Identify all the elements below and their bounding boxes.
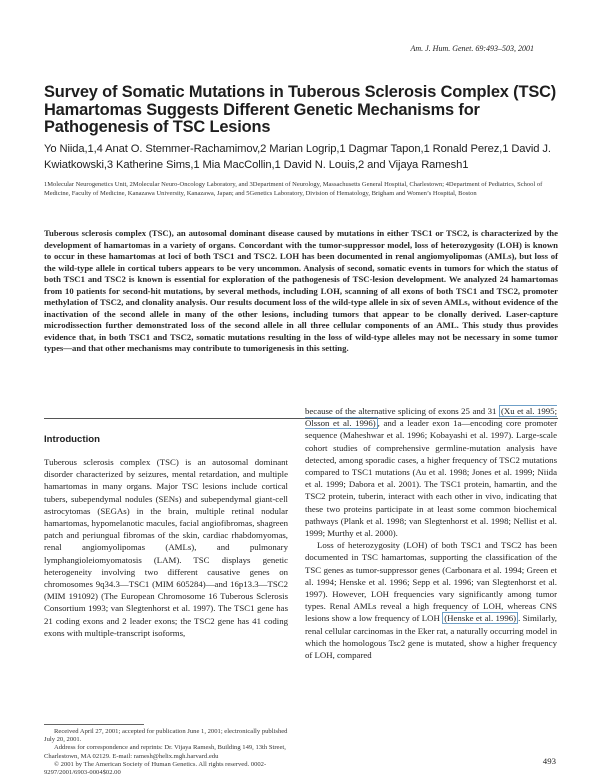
footnote-address: Address for correspondence and reprints: Dr. Vijaya Ramesh, Building 149, 13th Street, Charlestown, MA 02129. E-mail: ramesh@helix.mgh.harvard.edu [44,744,286,760]
text-fragment: Loss of heterozygosity (LOH) of both TSC1 and TSC2 has been documented in TSC hamartomas, supporting the classification of the TSC genes as tumor-suppressor genes (Carbonara et al. 1994; Green et al. 1994; Henske et al. 1996; Sepp et al. 1996; van Slegtenhorst et al. 1997). However, LOH frequencies vary significantly among tumor types. Renal AMLs reveal a high frequency of LOH, whereas CNS lesions show a low frequency of LOH [305,540,557,624]
page-number: 493 [542,756,556,766]
intro-paragraph-1: Tuberous sclerosis complex (TSC) is an autosomal dominant disorder characterized by seizures, mental retardation, and multiple hamartomas in many organs. Major TSC lesions include cortical tubers, subependymal nodules (SENs) and subependymal giant-cell astrocytomas (SEGAs) in the brain, multiple retinal nodular hamartomas, hypomelanotic macules, facial angiofibromas, shagreen patch and periungual fibromas of the skin, cardiac rhabdomyomas, renal angiomyolipomas (AMLs), and pulmonary lymphangioleiomyomatosis (LAM). TSC displays genetic heterogeneity involving two different causative genes on chromosomes 9q34.3—TSC1 (MIM 605284)—and 16p13.3—TSC2 (MIM 191092) (The European Chromosome 16 Tuberous Sclerosis Consortium 1993; van Slegtenhorst et al. 1997). The TSC1 gene has 21 coding exons and 2 leader exons; the TSC2 gene has 41 coding exons with multiple-transcript isoforms, [44,457,288,638]
intro-paragraph-1-cont [305,405,557,539]
column-right [305,405,557,661]
citation-link-henske[interactable]: (Henske et al. 1996) [444,613,517,624]
footnote-received: Received April 27, 2001; accepted for publication June 1, 2001; electronically published July 20, 2001. [44,728,288,744]
journal-reference: Am. J. Hum. Genet. 69:493–503, 2001 [410,44,534,53]
text-fragment: , and a leader exon 1a—encoding core promoter sequence (Maheshwar et al. 1996; Kobayashi et al. 1997). Large-scale cohort studies of comprehensive germline-mutation analysis have detected, among sporadic cases, a higher frequency of TSC2 mutations compared to TSC1 mutations (Au et al. 1998; Jones et al. 1999; Niida et al. 1999; Dabora et al. 2001). The TSC1 protein, hamartin, and the TSC2 protein, tuberin, interact with each other in vivo, indicating that these two proteins participate in at least some common biochemical pathways (Plank et al. 1998; van Slegtenhorst et al. 1998; Nellist et al. 1999; Murthy et al. 2000). [305,418,557,539]
affiliations: 1Molecular Neurogenetics Unit, 2Molecular Neuro-Oncology Laboratory, and 3Department of Neurology, Massachusetts General Hospital, Charlestown; 4Department of Pediatrics, School of Medicine, Faculty of Medicine, Kanazawa University, Kanazawa, Japan; and 5Genetics Laboratory, Division of Hematology, Brigham and Women’s Hospital, Boston [44,181,543,197]
column-left [44,456,288,639]
intro-paragraph-2 [305,539,557,661]
article-title: Survey of Somatic Mutations in Tuberous Sclerosis Complex (TSC) Hamartomas Suggests Different Genetic Mechanisms for Pathogenesis of TSC Lesions [44,83,557,137]
footnote-copyright: © 2001 by The American Society of Human Genetics. All rights reserved. 0002-9297/2001/6903-0004$02.00 [44,760,267,777]
abstract: Tuberous sclerosis complex (TSC), an autosomal dominant disease caused by mutations in either TSC1 or TSC2, is characterized by the development of hamartomas in a variety of organs. Concordant with the tumor-suppressor model, loss of heterozygosity (LOH) is known to occur in these hamartomas at loci of both TSC1 and TSC2. LOH has been documented in renal angiomyolipomas (AMLs), but loss of the wild-type allele in cortical tubers appears to be very uncommon. Analysis of second, somatic events in tumors for which the status of both TSC1 and TSC2 is known is essential for exploration of the pathogenesis of TSC-lesion development. We analyzed 24 hamartomas from 10 patients for second-hit mutations, by several methods, including LOH, scanning of all exons of both TSC1 and TSC2, promoter methylation of TSC2, and clonality analysis. Our results document loss of the wild-type allele in six of seven AMLs, without evidence of the inactivation of the second allele in many of the other lesions, including tumors that appear to be clonally derived. Laser-capture microdissection further demonstrated loss of the second allele in all three cellular components of an AML. This study thus provides evidence that, in both TSC1 and TSC2, somatic mutations resulting in the loss of wild-type alleles may not be necessary in some tumor types—and that other mechanisms may contribute to tumorigenesis in this setting. [44,228,558,353]
section-heading-introduction: Introduction [44,434,100,445]
citation-link-xu-olsson[interactable]: (Xu et al. 1995; Olsson et al. 1996) [305,406,558,429]
footnote-divider [44,724,144,725]
text-fragment: because of the alternative splicing of exons 25 and 31 [305,406,497,416]
text-fragment: . Similarly, renal cellular carcinomas in the Eker rat, a naturally occurring model in which the homologous Tsc2 gene is mutated, show a higher frequency of LOH, compared [305,613,557,661]
footnotes [44,728,288,777]
author-list: Yo Niida,1,4 Anat O. Stemmer-Rachamimov,2 Marian Logrip,1 Dagmar Tapon,1 Ronald Perez,1 David J. Kwiatkowski,3 Katherine Sims,1 Mia MacCollin,1 David N. Louis,2 and Vijaya Ramesh1 [44,143,551,171]
